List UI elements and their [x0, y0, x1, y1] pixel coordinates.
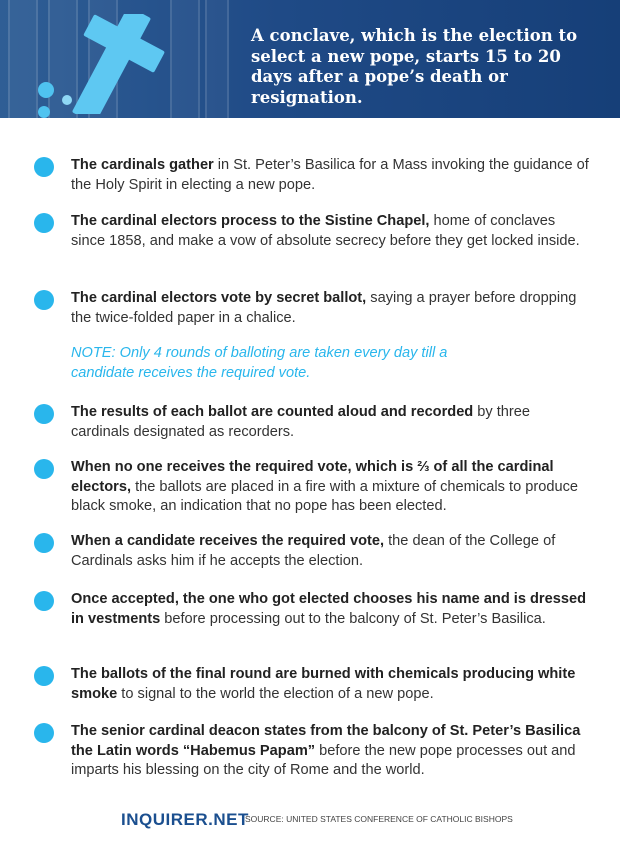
bullet-icon — [34, 533, 54, 553]
step-text: The cardinal electors vote by secret ballot, saying a prayer before dropping the twice-folded paper in a chalice. — [71, 290, 577, 326]
header-title: A conclave, which is the election to select a new pope, starts 15 to 20 days after a pope’s death or resignation. — [251, 26, 578, 107]
bubble-icon — [38, 82, 54, 98]
step-text: The cardinals gather in St. Peter’s Basilica for a Mass invoking the guidance of the Holy Spirit in electing a new pope. — [71, 157, 589, 193]
step-text: When a candidate receives the required vote, the dean of the College of Cardinals asks him if he accepts the election. — [71, 533, 556, 569]
step-text: The ballots of the final round are burned with chemicals producing white smoke to signal to the world the election of a new pope. — [71, 666, 576, 702]
step-text: When no one receives the required vote, which is ⅔ of all the cardinal electors, the ballots are placed in a fire with a mixture of chemicals to produce black smoke, an indication that no pope has been elected. — [71, 459, 578, 514]
bullet-icon — [34, 404, 54, 424]
bubble-icon — [38, 106, 50, 118]
inquirer-logo: INQUIRER.NET — [121, 810, 249, 829]
bullet-icon — [34, 591, 54, 611]
step-text: The results of each ballot are counted aloud and recorded by three cardinals designated as recorders. — [71, 404, 531, 440]
footer — [0, 810, 620, 834]
cross-icon — [60, 14, 190, 114]
step-text: Once accepted, the one who got elected chooses his name and is dressed in vestments before processing out to the balcony of St. Peter’s Basilica. — [71, 591, 586, 627]
window-arch — [205, 0, 229, 118]
step-text: The cardinal electors process to the Sistine Chapel, home of conclaves since 1858, and make a vow of absolute secrecy before they get locked inside. — [71, 213, 580, 249]
bullet-icon — [34, 723, 54, 743]
window-arch — [8, 0, 38, 118]
bullet-icon — [34, 157, 54, 177]
bullet-icon — [34, 290, 54, 310]
bullet-icon — [34, 459, 54, 479]
bubble-icon — [62, 95, 72, 105]
step-text: The senior cardinal deacon states from the balcony of St. Peter’s Basilica the Latin words “Habemus Papam” before the new pope processes out and imparts his blessing on the city of Rome and the world. — [71, 723, 581, 778]
header-banner — [0, 0, 620, 118]
balloting-note: NOTE: Only 4 rounds of balloting are taken every day till a candidate receives the required vote. — [71, 345, 448, 381]
source-credit: SOURCE: UNITED STATES CONFERENCE OF CATHOLIC BISHOPS — [245, 814, 513, 824]
bullet-icon — [34, 213, 54, 233]
bullet-icon — [34, 666, 54, 686]
